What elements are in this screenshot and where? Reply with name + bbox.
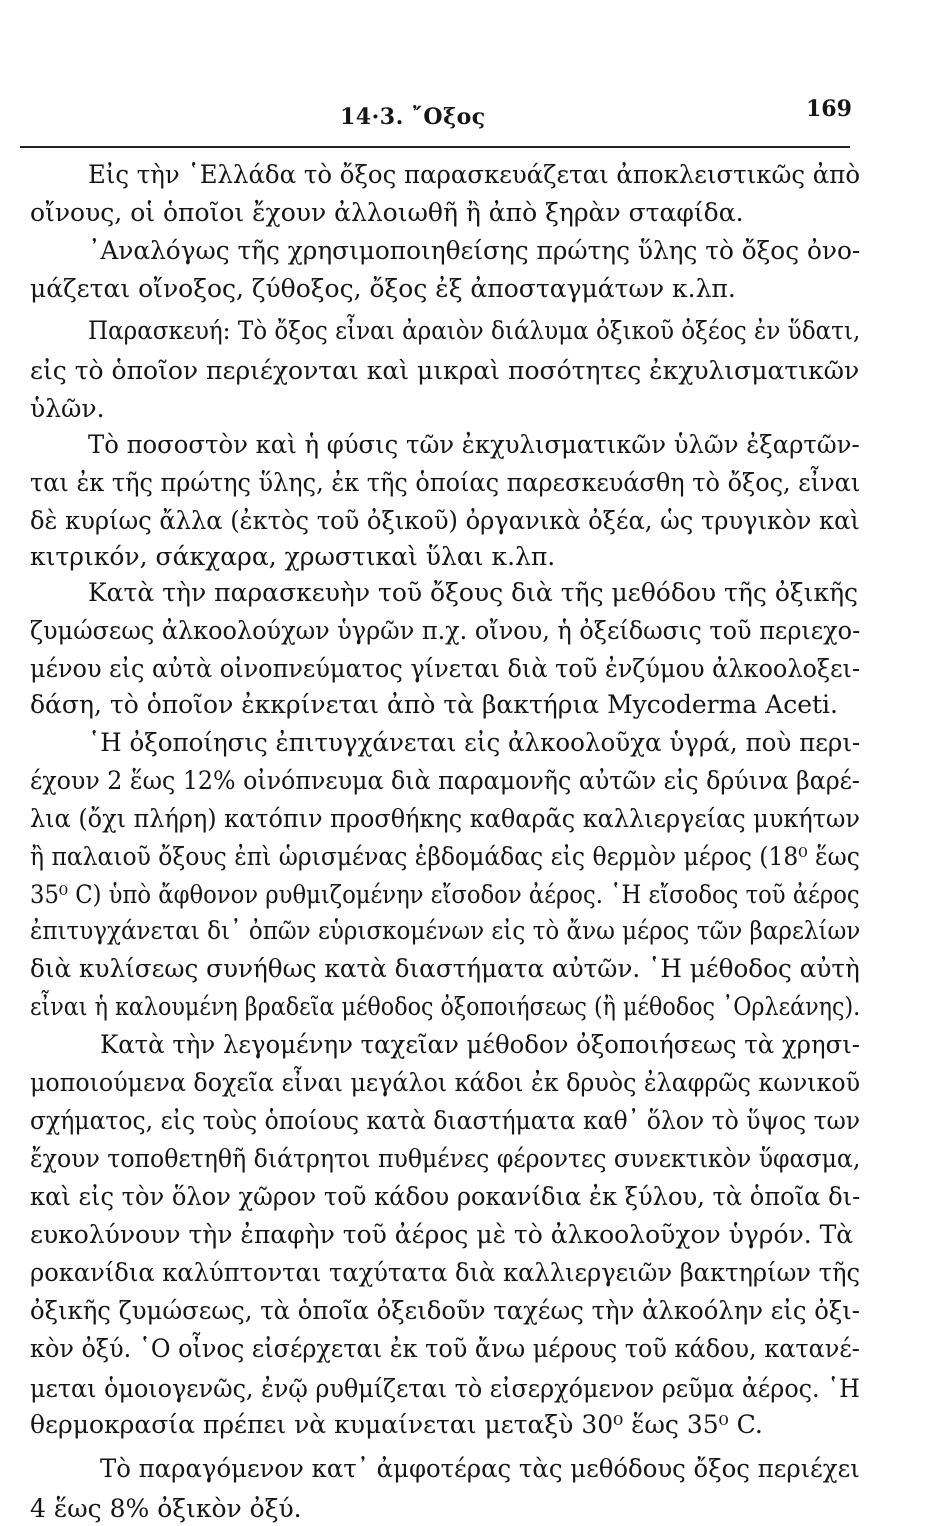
page-number: 169 (806, 96, 852, 122)
text-line: οἴνους, οἱ ὁποῖοι ἔχουν ἀλλοιωθῆ ἢ ἀπὸ ξηρὰν σταφίδα. (30, 198, 744, 227)
text-line: ᾿Αναλόγως τῆς χρησιμοποιηθείσης πρώτης ὕλης τὸ ὄξος ὀνο- (88, 236, 861, 265)
text-line: λια (ὄχι πλήρη) κατόπιν προσθήκης καθαρᾶς καλλιεργείας μυκήτων (30, 804, 860, 833)
text-line: ζυμώσεως ἀλκοολούχων ὑγρῶν π.χ. οἴνου, ἡ ὀξείδωσις τοῦ περιεχο- (30, 616, 861, 645)
text-line: διὰ κυλίσεως συνήθως κατὰ διαστήματα αὐτῶν. ῾Η μέθοδος αὐτὴ (30, 954, 860, 983)
text-line: Κατὰ τὴν παρασκευὴν τοῦ ὄξους διὰ τῆς μεθόδου τῆς ὀξικῆς (88, 578, 859, 607)
text-line: Τὸ ποσοστὸν καὶ ἡ φύσις τῶν ἐκχυλισματικῶν ὑλῶν ἐξαρτῶν- (88, 430, 860, 459)
text-line: κὸν ὀξύ. ῾Ο οἶνος εἰσέρχεται ἐκ τοῦ ἄνω μέρους τοῦ κάδου, κατανέ- (30, 1334, 860, 1363)
text-line: εἰς τὸ ὁποῖον περιέχονται καὶ μικραὶ ποσότητες ἐκχυλισματικῶν (30, 356, 860, 385)
text-line: Παρασκευή: Τὸ ὄξος εἶναι ἀραιὸν διάλυμα ὀξικοῦ ὀξέος ἐν ὕδατι, (88, 316, 861, 345)
text-line: μοποιούμενα δοχεῖα εἶναι μεγάλοι κάδοι ἐκ δρυὸς ἐλαφρῶς κωνικοῦ (30, 1068, 861, 1097)
text-line: έχουν 2 ἕως 12% οἰνόπνευμα διὰ παραμονῆς αὐτῶν εἰς δρύινα βαρέ- (30, 766, 860, 795)
text-line: ται ἐκ τῆς πρώτης ὕλης, ἐκ τῆς ὁποίας παρεσκευάσθη τὸ ὄξος, εἶναι (30, 468, 861, 497)
text-line: ευκολύνουν τὴν ἐπαφὴν τοῦ ἀέρος μὲ τὸ ἀλκοολοῦχον ὑγρόν. Τὰ (30, 1220, 854, 1249)
text-line: θερμοκρασία πρέπει νὰ κυμαίνεται μεταξὺ 30⁰ ἕως 35⁰ C. (30, 1410, 763, 1439)
text-line: ἐπιτυγχάνεται δι᾽ ὀπῶν εὑρισκομένων εἰς τὸ ἄνω μέρος τῶν βαρελίων (30, 916, 861, 945)
text-line: εἶναι ἡ καλουμένη βραδεῖα μέθοδος ὀξοποιήσεως (ἢ μέθοδος ᾿Ορλεάνης). (30, 992, 861, 1021)
text-line: ἢ παλαιοῦ ὄξους ἐπὶ ὡρισμένας ἑβδομάδας εἰς θερμὸν μέρος (18⁰ ἕως (30, 842, 860, 871)
text-line: ἔχουν τοποθετηθῆ διάτρητοι πυθμένες φέροντες συνεκτικὸν ὕφασμα, (30, 1144, 861, 1173)
text-line: 35⁰ C) ὑπὸ ἄφθονον ρυθμιζομένην εἴσοδον ἀέρος. ῾Η εἴσοδος τοῦ ἀέρος (30, 880, 860, 909)
text-line: μένου εἰς αὐτὰ οἰνοπνεύματος γίνεται διὰ τοῦ ἐνζύμου ἀλκοολοξει- (30, 654, 861, 683)
text-line: δὲ κυρίως ἄλλα (ἐκτὸς τοῦ ὀξικοῦ) ὀργανικὰ ὀξέα, ὡς τρυγικὸν καὶ (30, 506, 860, 535)
text-line: κιτρικόν, σάκχαρα, χρωστικαὶ ὕλαι κ.λπ. (30, 542, 556, 571)
text-line: ὀξικῆς ζυμώσεως, τὰ ὁποῖα ὀξειδοῦν ταχέως τὴν ἀλκοόλην εἰς ὀξι- (30, 1296, 861, 1325)
text-line: ὑλῶν. (30, 394, 105, 423)
header-rule (20, 146, 850, 148)
text-line: δάση, τὸ ὁποῖον ἐκκρίνεται ἀπὸ τὰ βακτήρια Mycoderma Aceti. (30, 690, 838, 719)
running-header-title: 14·3. ῎Οξος (340, 104, 486, 130)
text-line: Εἰς τὴν ῾Ελλάδα τὸ ὄξος παρασκευάζεται ἀποκλειστικῶς ἀπὸ (88, 160, 861, 189)
text-line: ροκανίδια καλύπτονται ταχύτατα διὰ καλλιεργειῶν βακτηρίων τῆς (30, 1258, 861, 1287)
text-line: Κατὰ τὴν λεγομένην ταχεῖαν μέθοδον ὀξοποιήσεως τὰ χρησι- (100, 1030, 861, 1059)
text-line: ῾Η ὀξοποίησις ἐπιτυγχάνεται εἰς ἀλκοολοῦχα ὑγρά, ποὺ περι- (88, 728, 861, 757)
text-line: καὶ εἰς τὸν ὅλον χῶρον τοῦ κάδου ροκανίδια ἐκ ξύλου, τὰ ὁποῖα δι- (30, 1182, 861, 1211)
text-line: σχήματος, εἰς τοὺς ὁποίους κατὰ διαστήματα καθ᾽ ὅλον τὸ ὕψος των (30, 1106, 861, 1135)
text-line: μεται ὁμοιογενῶς, ἐνῷ ρυθμίζεται τὸ εἰσερχόμενον ρεῦμα ἀέρος. ῾Η (30, 1374, 860, 1403)
text-line: Τὸ παραγόμενον κατ᾽ ἀμφοτέρας τὰς μεθόδους ὄξος περιέχει (100, 1454, 860, 1483)
text-line: 4 ἕως 8% ὀξικὸν ὀξύ. (30, 1494, 302, 1523)
text-line: μάζεται οἴνοξος, ζύθοξος, ὄξος ἐξ ἀποσταγμάτων κ.λπ. (30, 274, 736, 303)
